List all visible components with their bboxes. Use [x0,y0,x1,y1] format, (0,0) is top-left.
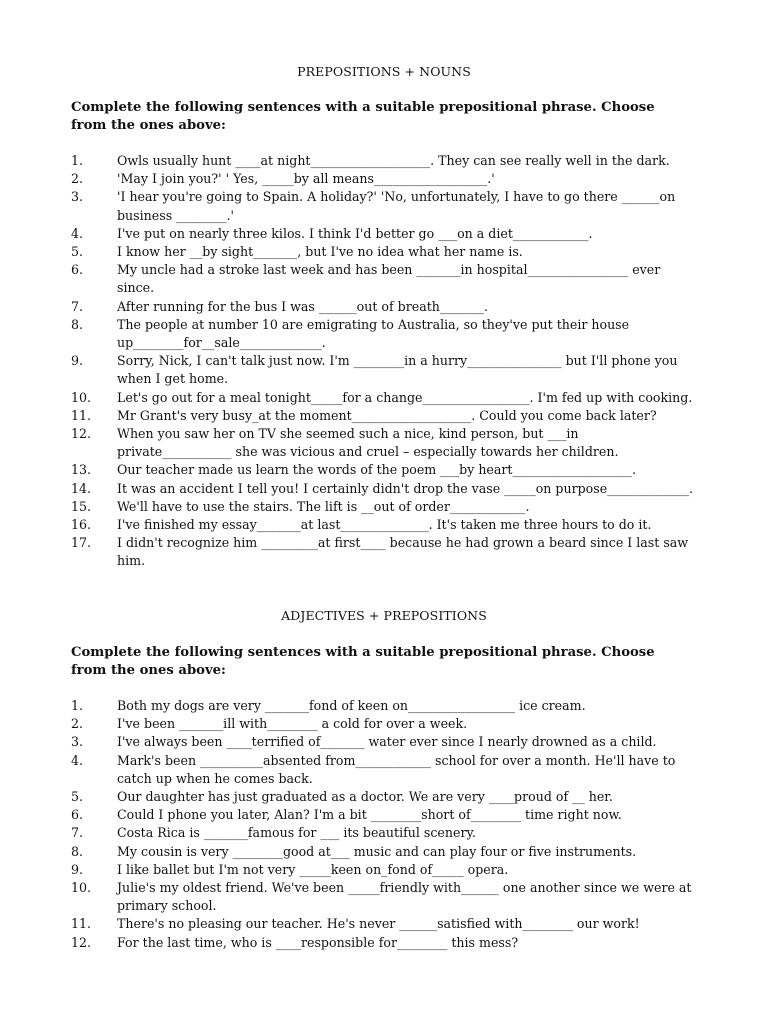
question-text: Owls usually hunt ____at night___________________. They can see really well in the dark. [117,153,670,168]
question-text: It was an accident I tell you! I certainly didn't drop the vase _____on purpose_____________. [117,480,694,496]
question-text: I like ballet but I'm not very _____keen on_fond of_____ opera. [117,861,509,877]
question-item [0,188,697,224]
section2-question-list [0,697,768,952]
question-text: 'May I join you?' ' Yes, _____by all means__________________.' [117,171,495,187]
question-number: 2. [71,171,84,187]
question-text: I've finished my essay_______at last______________. It's taken me three hours to do it. [117,517,652,533]
question-text: Mark's been __________absented from____________ school for over a month. He'll have to catch up when he comes back. [117,752,676,786]
question-number: 4. [71,225,84,241]
question-item [0,697,697,715]
question-text: The people at number 10 are emigrating to Australia, so they've put their house up________for__sale_____________. [117,316,630,351]
question-item [0,516,697,534]
question-text: I didn't recognize him _________at first____ because he had grown a beard since I last saw him. [117,535,689,569]
question-number: 12. [71,426,92,442]
question-number: 7. [71,825,84,841]
question-number: 5. [71,789,84,805]
question-text: Costa Rica is _______famous for ___ its beautiful scenery. [117,825,476,841]
question-item [0,534,697,570]
question-text: Our daughter has just graduated as a doctor. We are very ____proud of __ her. [117,789,613,805]
question-item [0,407,697,425]
question-number: 6. [71,807,84,823]
question-text: There's no pleasing our teacher. He's never ______satisfied with________ our work! [117,916,640,932]
question-item [0,498,697,516]
question-text: We'll have to use the stairs. The lift is __out of order____________. [117,498,530,514]
question-text: 'I hear you're going to Spain. A holiday?' 'No, unfortunately, I have to go there ______on business ________.' [117,189,676,223]
question-item [0,861,697,879]
question-number: 9. [71,353,84,369]
question-item [0,298,697,316]
question-number: 14. [71,480,92,496]
question-number: 5. [71,244,84,260]
question-item [0,733,697,751]
question-number: 8. [71,843,84,859]
question-item [0,934,697,952]
question-item [0,480,697,498]
question-number: 12. [71,934,92,950]
question-text: I've put on nearly three kilos. I think I'd better go ___on a diet____________. [117,225,593,241]
section2-title: ADJECTIVES + PREPOSITIONS [281,608,487,623]
question-text: My cousin is very ________good at___ music and can play four or five instruments. [117,843,637,859]
question-number: 17. [71,535,92,551]
section2-instruction: Complete the following sentences with a suitable prepositional phrase. Choose from the ones above: [71,645,655,678]
question-text: Let's go out for a meal tonight_____for a change_________________. I'm fed up with cooking. [117,389,693,405]
question-text: My uncle had a stroke last week and has been _______in hospital________________ ever since. [117,262,661,296]
question-item [0,715,697,733]
question-item [0,261,697,297]
section1-instruction: Complete the following sentences with a suitable prepositional phrase. Choose from the ones above: [71,100,655,133]
question-item [0,243,697,261]
question-number: 10. [71,880,92,896]
question-item [0,425,697,461]
question-number: 10. [71,389,92,405]
question-number: 13. [71,462,92,478]
question-item [0,824,697,842]
question-text: When you saw her on TV she seemed such a nice, kind person, but ___in private___________ she was vicious and cruel – especially towards her children. [117,426,619,460]
question-number: 1. [71,153,84,168]
question-text: Mr Grant's very busy_at the moment___________________. Could you come back later? [117,407,657,423]
question-number: 6. [71,262,84,278]
question-text: After running for the bus I was ______out of breath_______. [117,298,488,314]
question-number: 3. [71,734,84,750]
question-item [0,461,697,479]
question-item [0,752,697,788]
question-item [0,788,697,806]
section1-question-list [0,152,768,571]
question-number: 7. [71,298,84,314]
question-number: 2. [71,716,84,732]
question-text: I know her __by sight_______, but I've no idea what her name is. [117,244,523,260]
question-number: 4. [71,752,84,768]
question-number: 11. [71,407,92,423]
question-number: 9. [71,861,84,877]
question-item [0,389,697,407]
question-text: Both my dogs are very _______fond of keen on_________________ ice cream. [117,698,586,713]
question-item [0,843,697,861]
question-item [0,225,697,243]
question-text: Sorry, Nick, I can't talk just now. I'm ________in a hurry_______________ but I'll phone you when I get home. [117,353,678,387]
question-item [0,879,697,915]
question-item [0,352,697,388]
question-number: 8. [71,316,84,332]
question-item [0,316,697,352]
question-number: 1. [71,698,84,713]
question-item [0,806,697,824]
question-number: 11. [71,916,92,932]
question-text: I've always been ____terrified of_______ water ever since I nearly drowned as a child. [117,734,657,750]
question-text: Julie's my oldest friend. We've been _____friendly with______ one another since we were at primary school. [117,880,692,914]
question-item [0,915,697,933]
question-text: Our teacher made us learn the words of the poem ___by heart___________________. [117,462,637,478]
question-number: 16. [71,517,92,533]
question-number: 3. [71,189,84,205]
question-text: I've been _______ill with________ a cold for over a week. [117,716,468,732]
question-text: Could I phone you later, Alan? I'm a bit ________short of________ time right now. [117,807,622,823]
question-number: 15. [71,498,92,514]
question-text: For the last time, who is ____responsible for________ this mess? [117,934,519,950]
question-item [0,170,697,188]
question-item [0,152,697,170]
section1-title: PREPOSITIONS + NOUNS [297,64,471,79]
